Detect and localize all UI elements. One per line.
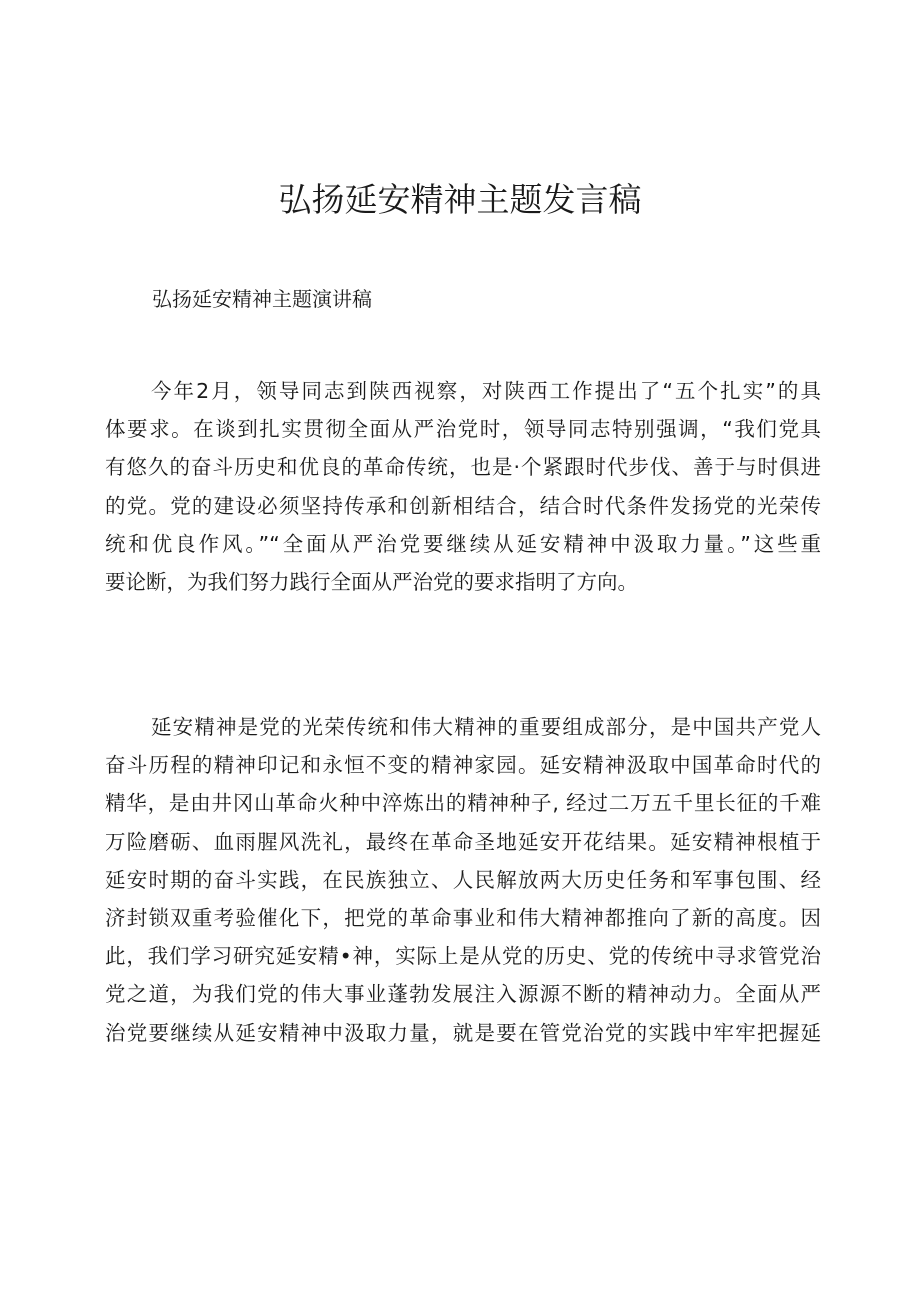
paragraph-line: 党之道，为我们党的伟大事业蓬勃发展注入源源不断的精神动力。全面从严 bbox=[105, 982, 821, 1007]
paragraph-line: 的党。党的建设必须坚持传承和创新相结合，结合时代条件发扬党的光荣传 bbox=[105, 493, 821, 518]
paragraph-line: 治党要继续从延安精神中汲取力量，就是要在管党治党的实践中牢牢把握延 bbox=[105, 1020, 821, 1045]
paragraph-line: 今年2月，领导同志到陕西视察，对陕西工作提出了“五个扎实”的具 bbox=[151, 379, 821, 403]
paragraph-line: 万险磨砺、血雨腥风洗礼，最终在革命圣地延安开花结果。延安精神根植于 bbox=[105, 829, 821, 854]
document-subtitle: 弘扬延安精神主题演讲稿 bbox=[152, 287, 372, 311]
paragraph-line: 统和优良作风。”“全面从严治党要继续从延安精神中汲取力量。”这些重 bbox=[105, 531, 821, 556]
paragraph-line: 精华，是由井冈山革命火种中淬炼出的精神种子, 经过二万五千里长征的千难 bbox=[105, 791, 821, 816]
paragraph-line: 有悠久的奋斗历史和优良的革命传统，也是·个紧跟时代步伐、善于与时俱进 bbox=[105, 455, 821, 480]
paragraph-line: 体要求。在谈到扎实贯彻全面从严治党时，领导同志特别强调，“我们党具 bbox=[105, 417, 821, 442]
paragraph-line: 济封锁双重考验催化下，把党的革命事业和伟大精神都推向了新的高度。因 bbox=[105, 905, 821, 930]
paragraph-line: 延安时期的奋斗实践，在民族独立、人民解放两大历史任务和军事包围、经 bbox=[105, 867, 821, 892]
document-title: 弘扬延安精神主题发言稿 bbox=[278, 180, 642, 219]
paragraph bbox=[105, 708, 821, 1052]
paragraph bbox=[105, 372, 821, 601]
paragraph-line: 奋斗历程的精神印记和永恒不变的精神家园。延安精神汲取中国革命时代的 bbox=[105, 753, 821, 778]
paragraph-line: 延安精神是党的光荣传统和伟大精神的重要组成部分，是中国共产党人 bbox=[151, 715, 821, 739]
paragraph-line: 要论断，为我们努力践行全面从严治党的要求指明了方向。 bbox=[105, 569, 638, 594]
paragraph-line: 此，我们学习研究延安精•神，实际上是从党的历史、党的传统中寻求管党治 bbox=[105, 944, 821, 969]
